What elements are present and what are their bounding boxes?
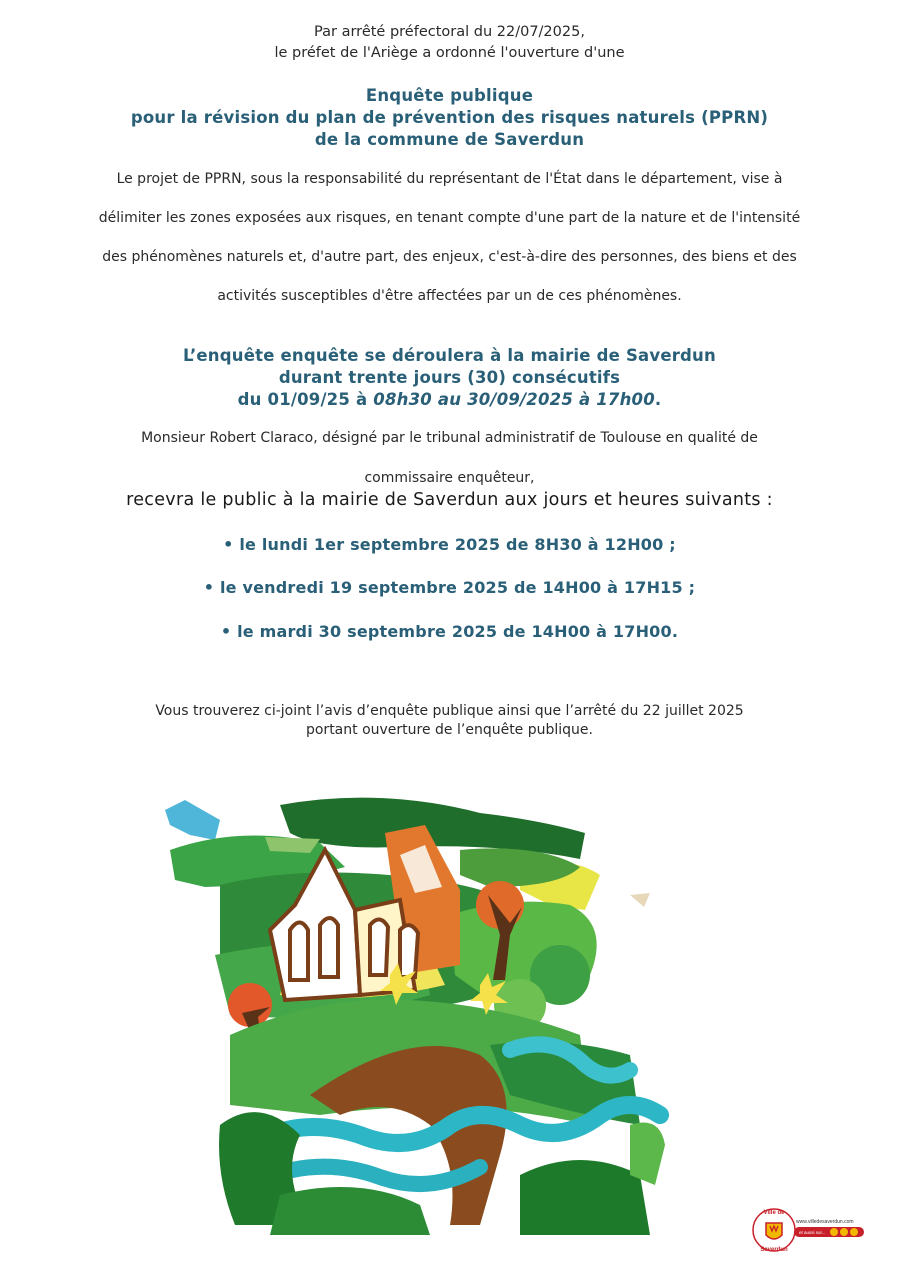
description-line-2: délimiter les zones exposées aux risques, en tenant compte d'une part de la nature et de l'intensité xyxy=(98,210,801,226)
logo-arc-bottom: Saverdun xyxy=(760,1247,788,1253)
intro-line-1: Par arrêté préfectoral du 22/07/2025, xyxy=(314,24,585,40)
schedule-period-prefix: du 01/09/25 à xyxy=(237,390,374,409)
title-line-3: de la commune de Saverdun xyxy=(314,130,585,149)
intro-line-2: le préfet de l'Ariège a ordonné l'ouverture d'une xyxy=(274,45,625,61)
facebook-icon xyxy=(830,1228,838,1236)
schedule-line-1: L’enquête enquête se déroulera à la mairie de Saverdun xyxy=(183,346,716,365)
logo-follow-label: et aussi sur... xyxy=(799,1230,826,1235)
date-item-3: • le mardi 30 septembre 2025 de 14H00 à 17H00. xyxy=(220,622,679,641)
description-line-3: des phénomènes naturels et, d'autre part, des enjeux, c'est-à-dire des personnes, des biens et des xyxy=(102,249,797,265)
schedule-period-suffix: . xyxy=(654,390,662,409)
twitter-icon xyxy=(840,1228,848,1236)
footer-note-line-1: Vous trouverez ci-joint l’avis d’enquête publique ainsi que l’arrêté du 22 juillet 2025 xyxy=(155,703,744,719)
instagram-icon xyxy=(850,1228,858,1236)
schedule-line-3 xyxy=(0,390,899,409)
commissioner-line-2: commissaire enquêteur, xyxy=(364,470,535,486)
title-line-1: Enquête publique xyxy=(365,86,534,105)
date-item-2: • le vendredi 19 septembre 2025 de 14H00 à 17H15 ; xyxy=(203,578,696,597)
schedule-line-2: durant trente jours (30) consécutifs xyxy=(278,368,621,387)
schedule-period-italic: 08h30 au 30/09/2025 à 17h00 xyxy=(373,390,655,409)
commissioner-line-1: Monsieur Robert Claraco, désigné par le tribunal administratif de Toulouse en qualité de xyxy=(141,430,758,446)
commissioner-line-3: recevra le public à la mairie de Saverdun aux jours et heures suivants : xyxy=(126,490,773,510)
description-line-1: Le projet de PPRN, sous la responsabilité du représentant de l'État dans le département, vise à xyxy=(116,171,783,187)
landscape-illustration xyxy=(160,795,670,1235)
description-line-4: activités susceptibles d'être affectées par un de ces phénomènes. xyxy=(217,288,682,304)
footer-note-line-2: portant ouverture de l’enquête publique. xyxy=(305,722,593,738)
logo-website: www.villedesaverdun.com xyxy=(796,1219,854,1225)
saverdun-logo xyxy=(752,1205,867,1255)
date-item-1: • le lundi 1er septembre 2025 de 8H30 à 12H00 ; xyxy=(223,535,676,554)
title-line-2: pour la révision du plan de prévention des risques naturels (PPRN) xyxy=(130,108,769,127)
logo-arc-top: Ville de xyxy=(763,1210,785,1216)
